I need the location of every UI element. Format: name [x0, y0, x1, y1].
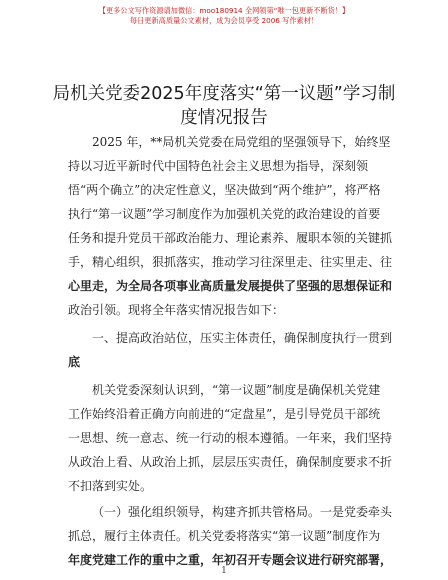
paragraph-line: 机关党委深刻认识到，“第一议题”制度是确保机关党建: [92, 383, 381, 397]
paragraph-line: 政治引领。现将全年落实情况报告如下：: [68, 303, 285, 317]
header-banner: [0, 6, 448, 26]
paragraph-line: 悟“两个确立”的决定性意义，坚决做到“两个维护”，将严格: [68, 183, 381, 197]
section-heading: 一、提高政治站位，压实主体责任，确保制度执行一贯到: [92, 331, 393, 345]
banner-line-1: 【更多公文写作资源请加微信：moo180914 全网领第“唯一包更新不断货！】: [98, 6, 350, 15]
paragraph-line: 不扣落到实处。: [68, 479, 153, 493]
paragraph-line: 手，精心组织，狠抓落实，推动学习往深里走、往实里走、往: [68, 255, 393, 269]
paragraph-line: 抓总，履行主体责任。机关党委将落实“第一议题”制度作为: [68, 529, 381, 543]
paragraph-line: 从政治上看、从政治上抓，层层压实责任，确保制度要求不折: [68, 455, 393, 469]
paragraph-line: （一）强化组织领导，构建齐抓共管格局。一是党委牵头: [92, 505, 393, 519]
paragraph-line: 年度党建工作的重中之重，年初召开专题会议进行研究部署，: [68, 553, 393, 567]
paragraph-line: 任务和提升党员干部政治能力、理论素养、履职本领的关键抓: [68, 231, 393, 245]
paragraph-line: 2025 年，**局机关党委在局党组的坚强领导下，始终坚: [92, 135, 391, 149]
paragraph-line: 执行“第一议题”学习制度作为加强机关党的政治建设的首要: [68, 207, 381, 221]
document-title: [44, 82, 404, 130]
banner-line-2: 每日更新高质量公文素材，成为会员享受 2006 写作素材！: [129, 16, 319, 25]
paragraph-line: 工作始终沿着正确方向前进的“定盘星”，是引导党员干部统: [68, 407, 381, 421]
section-heading-cont: 底: [68, 355, 81, 369]
paragraph-line: 心里走，为全局各项事业高质量发展提供了坚强的思想保证和: [68, 279, 393, 293]
page-number: 1: [221, 566, 227, 576]
paragraph-line: 持以习近平新时代中国特色社会主义思想为指导，深刻领: [68, 159, 369, 173]
title-line-1: 局机关党委2025年度落实“第一议题”学习制: [52, 84, 396, 104]
paragraph-line: 一思想、统一意志、统一行动的根本遵循。一年来，我们坚持: [68, 431, 393, 445]
title-line-2: 度情况报告: [180, 108, 268, 128]
